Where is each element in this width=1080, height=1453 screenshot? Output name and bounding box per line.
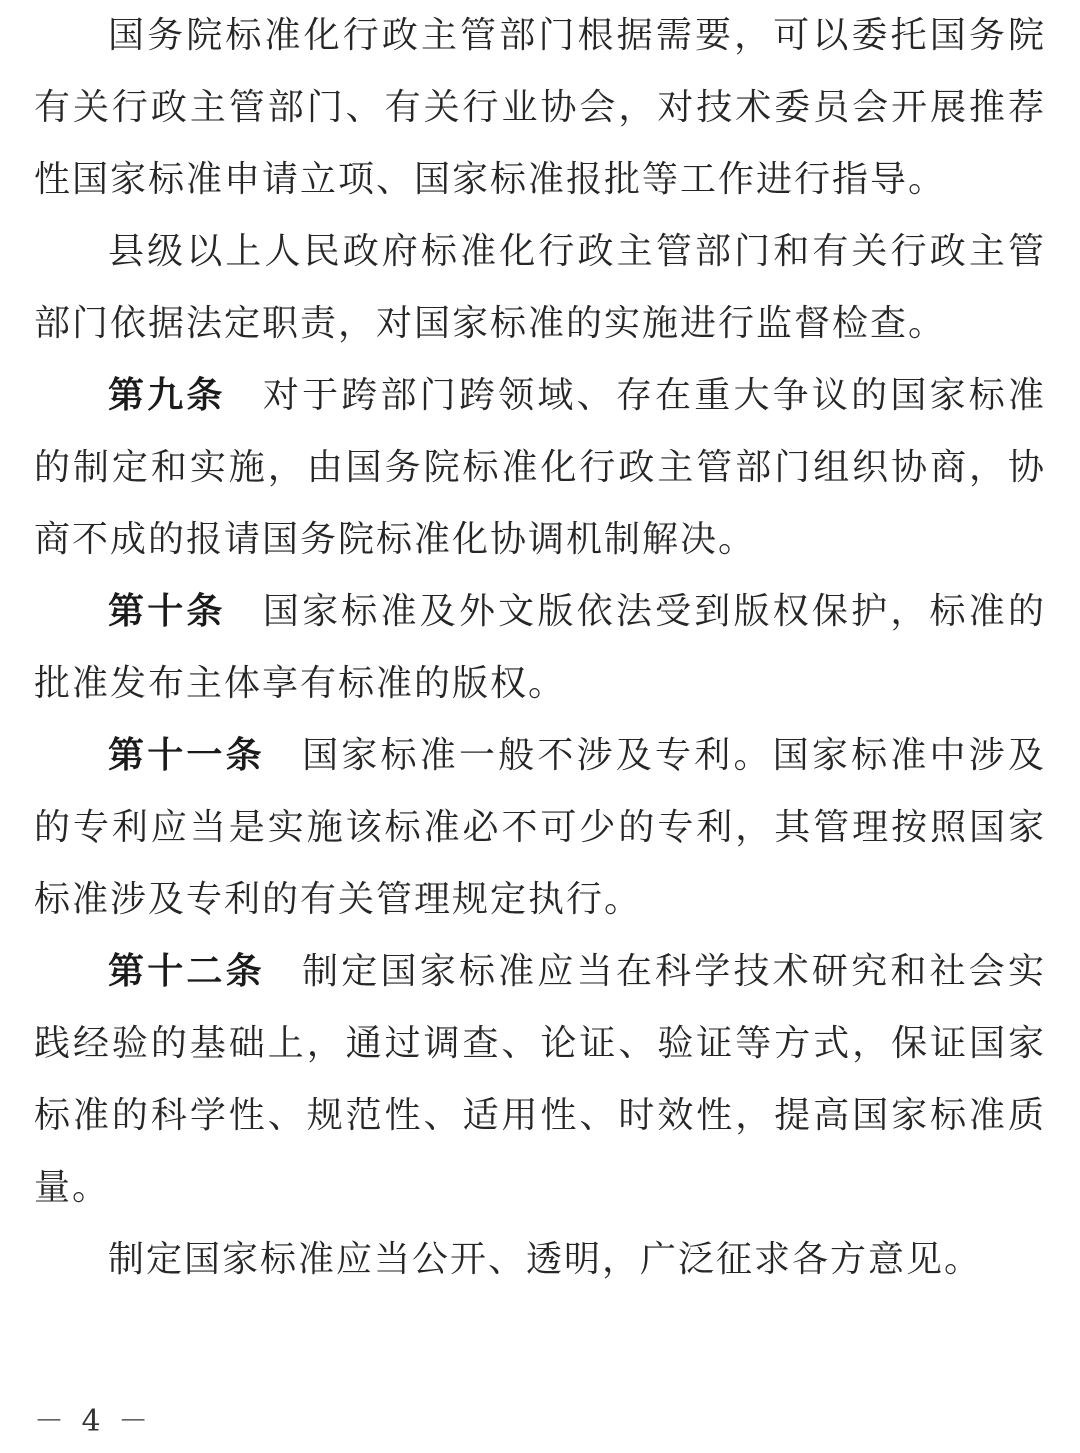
article-text: 对于跨部门跨领域、存在重大争议的国家标准的制定和实施，由国务院标准化行政主管部门组织协商，协商不成的报请国务院标准化协调机制解决。 xyxy=(34,375,1046,560)
paragraph-1 xyxy=(34,0,1046,216)
paragraph-text: 国务院标准化行政主管部门根据需要，可以委托国务院有关行政主管部门、有关行业协会，对技术委员会开展推荐性国家标准申请立项、国家标准报批等工作进行指导。 xyxy=(34,15,1046,200)
article-label: 第十二条 xyxy=(108,951,265,992)
article-label: 第十条 xyxy=(108,591,226,632)
paragraph-last xyxy=(34,1224,1046,1296)
paragraph-2 xyxy=(34,216,1046,360)
article-9 xyxy=(34,360,1046,576)
article-12 xyxy=(34,936,1046,1224)
article-label: 第十一条 xyxy=(108,735,265,776)
page-number: － 4 － xyxy=(34,1404,153,1439)
paragraph-text: 县级以上人民政府标准化行政主管部门和有关行政主管部门依据法定职责，对国家标准的实施进行监督检查。 xyxy=(34,231,1046,344)
article-text: 国家标准一般不涉及专利。国家标准中涉及的专利应当是实施该标准必不可少的专利，其管理按照国家标准涉及专利的有关管理规定执行。 xyxy=(34,735,1046,920)
article-11 xyxy=(34,720,1046,936)
article-10 xyxy=(34,576,1046,720)
article-text: 制定国家标准应当在科学技术研究和社会实践经验的基础上，通过调查、论证、验证等方式，保证国家标准的科学性、规范性、适用性、时效性，提高国家标准质量。 xyxy=(34,951,1046,1208)
article-text: 国家标准及外文版依法受到版权保护，标准的批准发布主体享有标准的版权。 xyxy=(34,591,1046,704)
article-label: 第九条 xyxy=(108,375,226,416)
paragraph-text: 制定国家标准应当公开、透明，广泛征求各方意见。 xyxy=(108,1239,983,1280)
document-body xyxy=(34,0,1046,1296)
